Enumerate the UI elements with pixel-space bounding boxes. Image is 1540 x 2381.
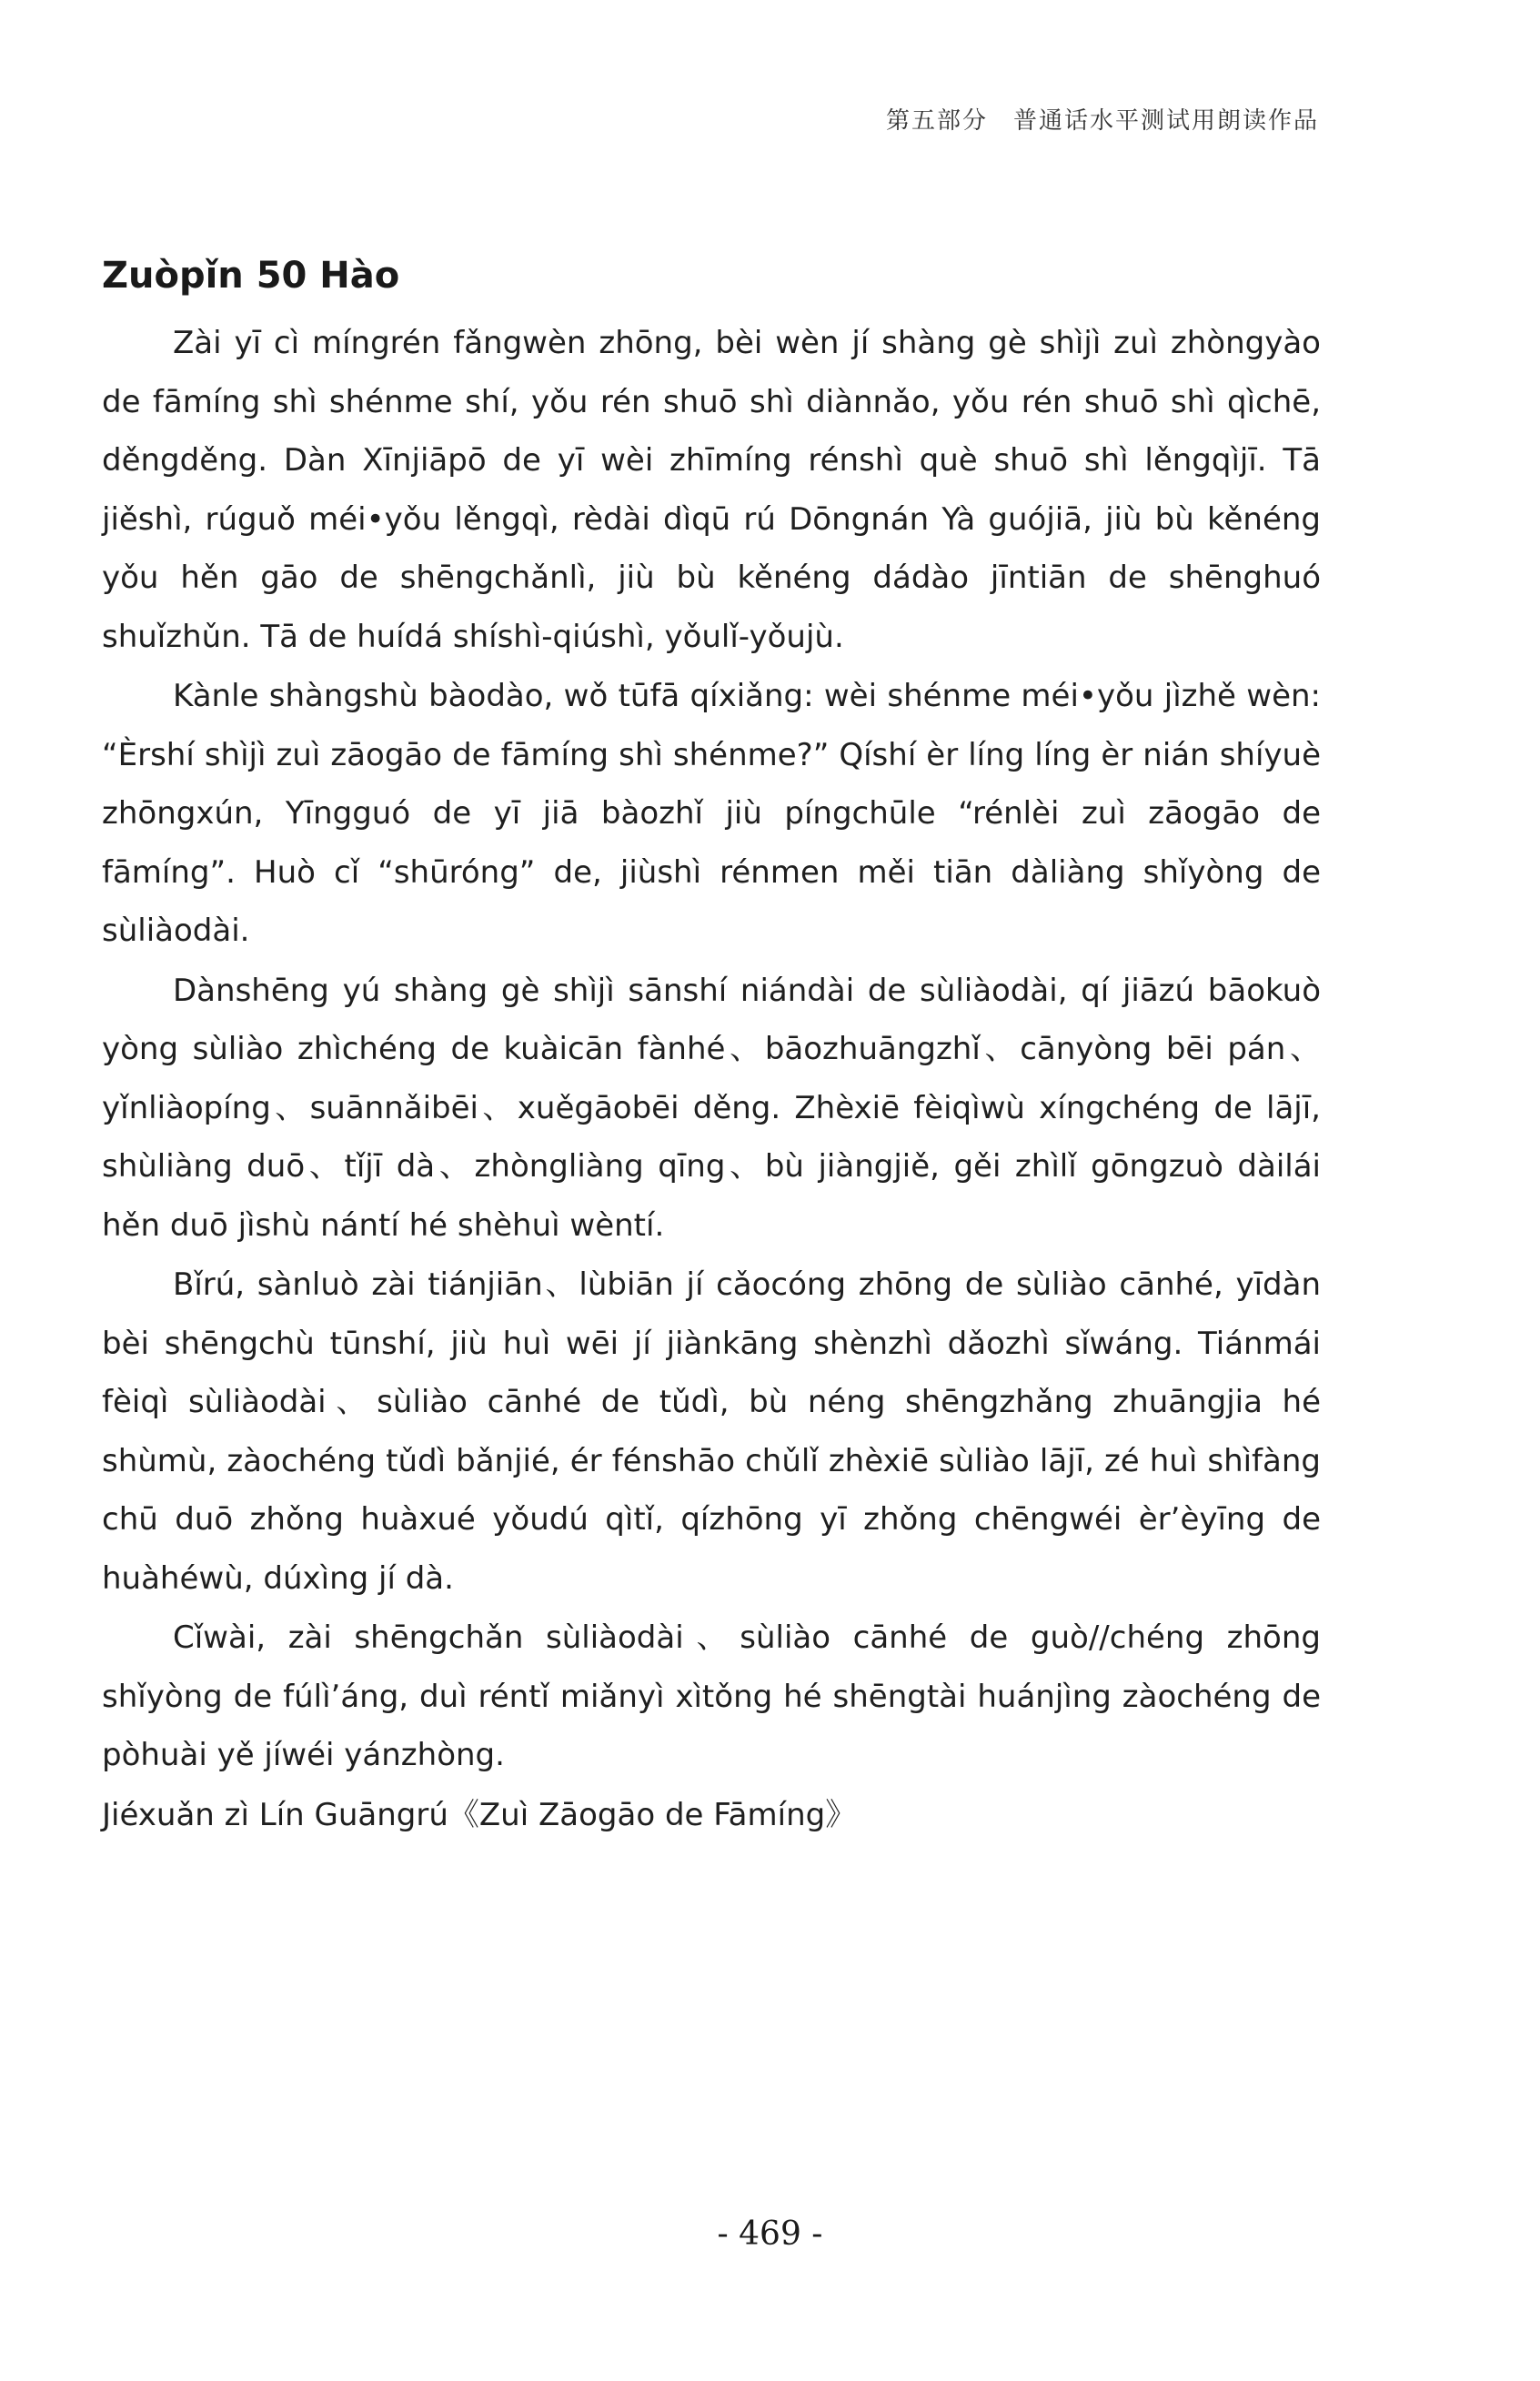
paragraph-3: Dànshēng yú shàng gè shìjì sānshí niándài de sùliàodài, qí jiāzú bāokuò yòng sùliào zhìchéng de kuàicān fànhé、bāozhuāngzhǐ、cānyòng bēi pán、yǐnliàopíng、suānnǎibēi、xuěgāobēi děng. Zhèxiē fèiqìwù xíngchéng de lājī, shùliàng duō、tǐjī dà、zhòngliàng qīng、bù jiàngjiě, gěi zhìlǐ gōngzuò dàilái hěn duō jìshù nántí hé shèhuì wèntí.	[102, 972, 1321, 1244]
paragraph-1: Zài yī cì míngrén fǎngwèn zhōng, bèi wèn jí shàng gè shìjì zuì zhòngyào de fāmíng shì shénme shí, yǒu rén shuō shì diànnǎo, yǒu rén shuō shì qìchē, děngděng. Dàn Xīnjiāpō de yī wèi zhīmíng rénshì què shuō shì lěngqìjī. Tā jiěshì, rúguǒ méi•yǒu lěngqì, rèdài dìqū rú Dōngnán Yà guójiā, jiù bù kěnéng yǒu hěn gāo de shēngchǎnlì, jiù bù kěnéng dádào jīntiān de shēnghuó shuǐzhǔn. Tā de huídá shíshì-qiúshì, yǒulǐ-yǒujù.	[102, 325, 1321, 655]
paragraph-5: Cǐwài, zài shēngchǎn sùliàodài、sùliào cānhé de guò//chéng zhōng shǐyòng de fúlì’áng, duì réntǐ miǎnyì xìtǒng hé shēngtài huánjìng zàochéng de pòhuài yě jíwéi yánzhòng.	[102, 1619, 1321, 1773]
page-number: - 469 -	[717, 2215, 823, 2253]
paragraph-2: Kànle shàngshù bàodào, wǒ tūfā qíxiǎng: wèi shénme méi•yǒu jìzhě wèn: “Èrshí shìjì zuì zāogāo de fāmíng shì shénme?” Qíshí èr líng líng èr nián shíyuè zhōngxún, Yīngguó de yī jiā bàozhǐ jiù píngchūle “rénlèi zuì zāogāo de fāmíng”. Huò cǐ “shūróng” de, jiùshì rénmen měi tiān dàliàng shǐyòng de sùliàodài.	[102, 678, 1321, 949]
page-title: Zuòpǐn 50 Hào	[102, 255, 400, 297]
running-header: 第五部分 普通话水平测试用朗读作品	[885, 107, 1319, 135]
source-attribution: Jiéxuǎn zì Lín Guāngrú《Zuì Zāogāo de Fāmíng》	[102, 1796, 857, 1833]
article-body	[102, 314, 1321, 1845]
paragraph-4: Bǐrú, sànluò zài tiánjiān、lùbiān jí cǎocóng zhōng de sùliào cānhé, yīdàn bèi shēngchù tūnshí, jiù huì wēi jí jiànkāng shènzhì dǎozhì sǐwáng. Tiánmái fèiqì sùliàodài、sùliào cānhé de tǔdì, bù néng shēngzhǎng zhuāngjia hé shùmù, zàochéng tǔdì bǎnjié, ér fénshāo chǔlǐ zhèxiē sùliào lājī, zé huì shìfàng chū duō zhǒng huàxué yǒudú qìtǐ, qízhōng yī zhǒng chēngwéi èr’èyīng de huàhéwù, dúxìng jí dà.	[102, 1266, 1321, 1597]
